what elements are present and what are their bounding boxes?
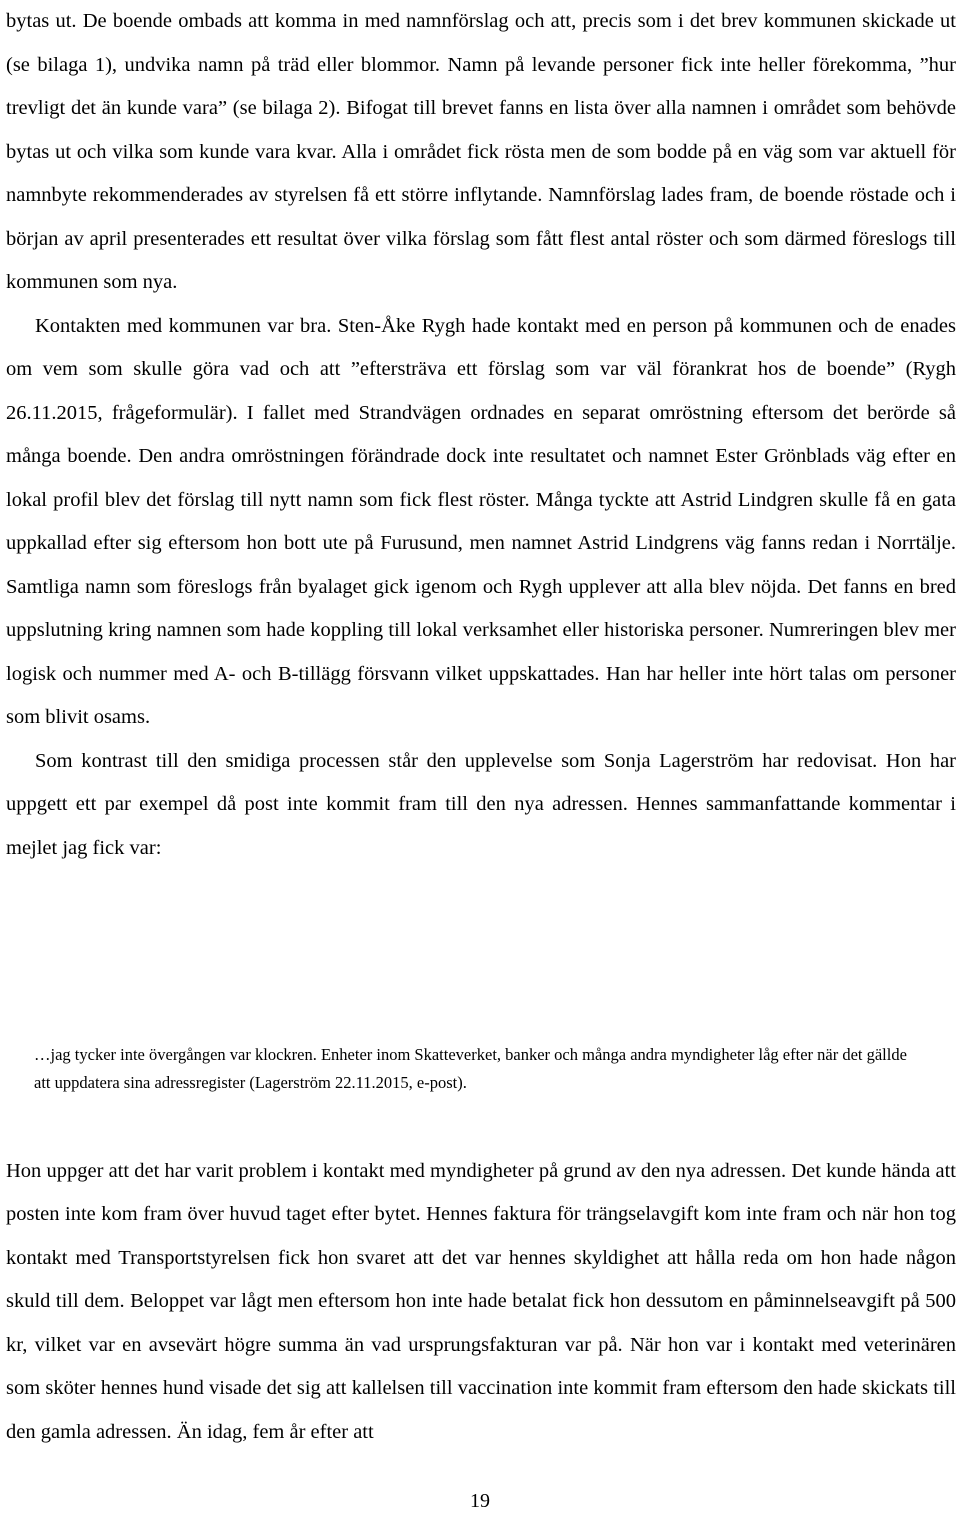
body-text-section [6, 0, 956, 870]
paragraph-kontrast: Som kontrast till den smidiga processen står den upplevelse som Sonja Lagerström har redovisat. Hon har uppgett ett par exempel då post inte kommit fram till den nya adressen. Hennes sammanfattande kommentar i mejlet jag fick var: [6, 749, 956, 859]
body-text-after-quote [6, 1129, 956, 1475]
page-number: 19 [470, 1490, 490, 1512]
block-quote: …jag tycker inte övergången var klockren. Enheter inom Skatteverket, banker och många andra myndigheter låg efter när det gällde att uppdatera sina adressregister (Lagerström 22.11.2015, e-post). [34, 1045, 907, 1092]
paragraph-kontakten: Kontakten med kommunen var bra. Sten-Åke Rygh hade kontakt med en person på kommunen och de enades om vem som skulle göra vad och att ”eftersträva ett förslag som var väl förankrat hos de boende” (Rygh 26.11.2015, frågeformulär). I fallet med Strandvägen ordnades en separat omröstning eftersom det berörde så många boende. Den andra omröstningen förändrade dock inte resultatet och namnet Ester Grönblads väg efter en lokal profil blev det förslag till nytt namn som fick flest röster. Många tyckte att Astrid Lindgren skulle få en gata uppkallad efter sig eftersom hon bott ute på Furusund, men namnet Astrid Lindgrens väg fanns redan i Norrtälje. Samtliga namn som föreslogs från byalaget gick igenom och Rygh upplever att alla blev nöjda. Det fanns en bred uppslutning kring namnen som hade koppling till lokal verksamhet eller historiska personer. Numreringen blev mer logisk och nummer med A- och B-tillägg försvann vilket uppskattades. Han har heller inte hört talas om personer som blivit osams. [6, 314, 956, 728]
paragraph-continuation: bytas ut. De boende ombads att komma in med namnförslag och att, precis som i det brev kommunen skickade ut (se bilaga 1), undvika namn på träd eller blommor. Namn på levande personer fick inte heller förekomma, ”hur trevligt det än kunde vara” (se bilaga 2). Bifogat till brevet fanns en lista över alla namnen i området som behövde bytas ut och vilka som kunde vara kvar. Alla i området fick rösta men de som bodde på en väg som var aktuell för namnbyte rekommenderades av styrelsen få ett större inflytande. Namnförslag lades fram, de boende röstade och i början av april presenterades ett resultat över vilka förslag som fått flest antal röster och som därmed föreslogs till kommunen som nya. [6, 10, 956, 293]
paragraph-after-quote: Hon uppger att det har varit problem i kontakt med myndigheter på grund av den nya adressen. Det kunde hända att posten inte kom fram över huvud taget efter bytet. Hennes faktura för trängselavgift kom inte fram och när hon tog kontakt med Transportstyrelsen fick hon svaret att det var hennes skyldighet att hålla reda om hon hade någon skuld till dem. Beloppet var lågt men eftersom hon inte hade betalat fick hon dessutom en påminnelseavgift på 500 kr, vilket var en avsevärt högre summa än vad ursprungsfakturan var på. När hon var i kontakt med veterinären som sköter hennes hund visade det sig att kallelsen till vaccination inte kommit fram eftersom den hade skickats till den gamla adressen. Än idag, fem år efter att [6, 1159, 956, 1443]
